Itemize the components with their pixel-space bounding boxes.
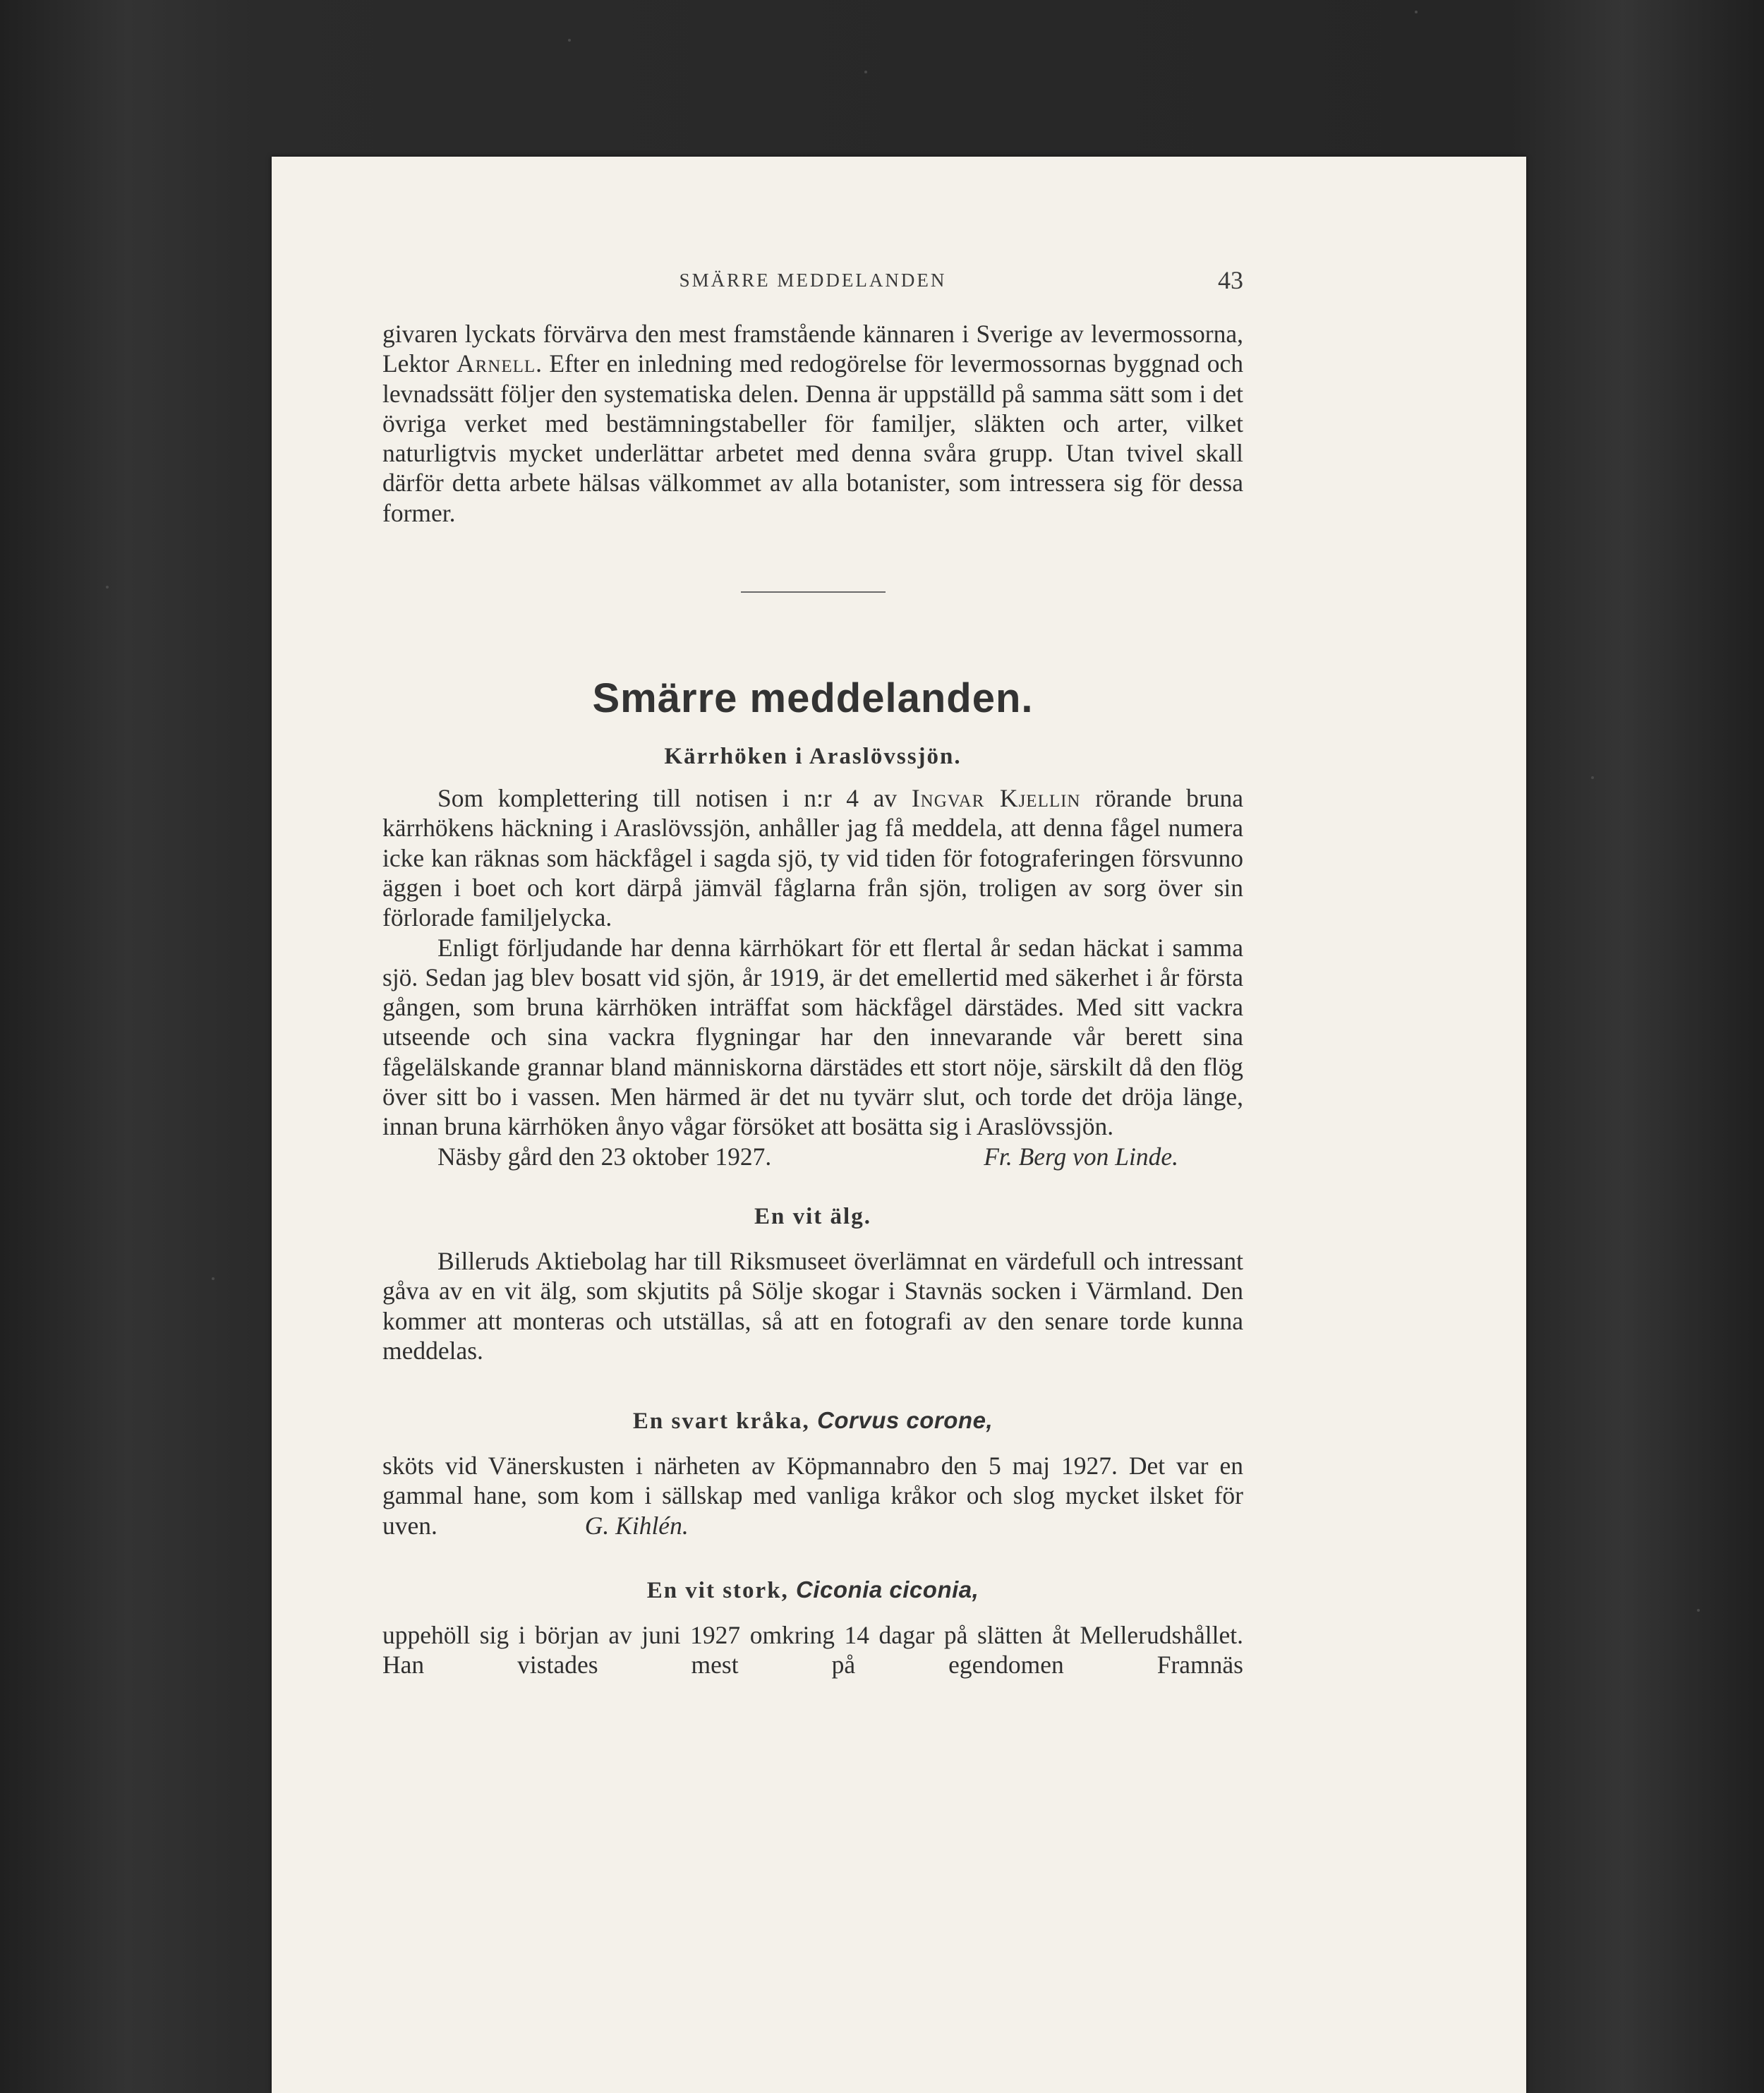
heading-latin-name: Ciconia ciconia, (796, 1576, 979, 1603)
karrhoken-p1-start: Som komplettering till notisen i n:r 4 av (437, 784, 898, 813)
section-heading-svart-kraka (382, 1406, 1243, 1435)
running-header (382, 266, 1243, 312)
heading-plain: En vit stork, (646, 1578, 789, 1604)
running-title: SMÄRRE MEDDELANDEN (679, 270, 947, 291)
karrhoken-p1-end: rörande bruna kärrhökens häckning i Araslövssjön, anhåller jag få meddela, att denna fågel numera icke kan räknas som häckfågel i sagda sjö, ty vid tiden för fotograferingen försvunno äggen i boet och kort därpå jämväl fåglarna från sjön, troligen av sorg över sin förlorade familjelycka. (382, 784, 1243, 932)
intro-text-end: . Efter en inledning med redogörelse för levermossornas byggnad och levnadssätt följer den systematiska delen. Denna är uppställd på samma sätt som i det övriga verket med bestämningstabeller för familjer, släkten och arter, vilket naturligtvis mycket underlättar arbetet med denna svåra grupp. Utan tvivel skall därför detta arbete hälsas välkommet av alla botanister, som intressera sig för dessa former. (382, 349, 1243, 527)
author-signature: G. Kihlén. (584, 1511, 689, 1540)
karrhoken-signature-line (382, 1142, 1243, 1171)
scan-speck (1415, 11, 1418, 13)
place-date: Näsby gård den 23 oktober 1927. (437, 1142, 772, 1171)
svart-kraka-paragraph (382, 1451, 1243, 1540)
page-content (382, 266, 1243, 1680)
vit-alg-paragraph: Billeruds Aktiebolag har till Riksmuseet överlämnat en värdefull och intressant gåva av en vit älg, som skjutits på Sölje skogar i Stavnäs socken i Värmland. Den kommer att monteras och utställas, så att en fotografi av den senare torde kunna meddelas. (382, 1246, 1243, 1365)
svart-kraka-text: sköts vid Vänerskusten i närheten av Köpmannabro den 5 maj 1927. Det var en gammal hane, som kom i sällskap med vanliga kråkor och slog mycket ilsket för uven. (382, 1452, 1243, 1540)
vit-stork-paragraph: uppehöll sig i början av juni 1927 omkring 14 dagar på slätten åt Mellerudshållet. Han vistades mest på egendomen Framnäs (382, 1621, 1243, 1679)
karrhoken-paragraph-2: Enligt förljudande har denna kärrhökart för ett flertal år sedan häckat i samma sjö. Sedan jag blev bosatt vid sjön, år 1919, är det emellertid med säkerhet i år första gången, som bruna kärrhöken inträffat som häckfågel därstädes. Med sitt vackra utseende och sina vackra flygningar har den innevarande vår berett sina fågelälskande grannar bland människorna därstädes ett stort nöje, särskilt då den flög över sitt bo i vassen. Men härmed är det nu tyvärr slut, och torde det dröja länge, innan bruna kärrhöken ånyo vågar försöket att bosätta sig i Araslövssjön. (382, 933, 1243, 1141)
scan-speck (212, 1277, 215, 1280)
heading-latin-name: Corvus corone, (817, 1407, 993, 1434)
scan-speck (568, 39, 571, 42)
section-heading-vit-alg: En vit älg. (754, 1203, 871, 1229)
page-number: 43 (1218, 266, 1243, 294)
heading-plain: En svart kråka, (632, 1409, 810, 1435)
main-title: Smärre meddelanden. (592, 675, 1034, 722)
author-signature: Fr. Berg von Linde. (984, 1142, 1178, 1171)
section-heading-vit-stork (382, 1576, 1243, 1605)
scan-speck (106, 586, 109, 589)
karrhoken-paragraph-1 (382, 783, 1243, 932)
scanned-page (272, 157, 1526, 2093)
section-divider (741, 591, 886, 593)
intro-text-start: givaren lyckats förvärva den mest framstående kännaren i Sverige av levermossorna, Lektor (382, 320, 1243, 378)
intro-paragraph (382, 319, 1243, 528)
scan-speck (1697, 1609, 1700, 1612)
scan-speck (864, 71, 867, 73)
author-name: Arnell (456, 349, 536, 378)
cited-author-name: Ingvar Kjellin (911, 784, 1081, 813)
scan-speck (1591, 776, 1594, 779)
section-heading-karrhoken: Kärrhöken i Araslövssjön. (664, 744, 962, 770)
